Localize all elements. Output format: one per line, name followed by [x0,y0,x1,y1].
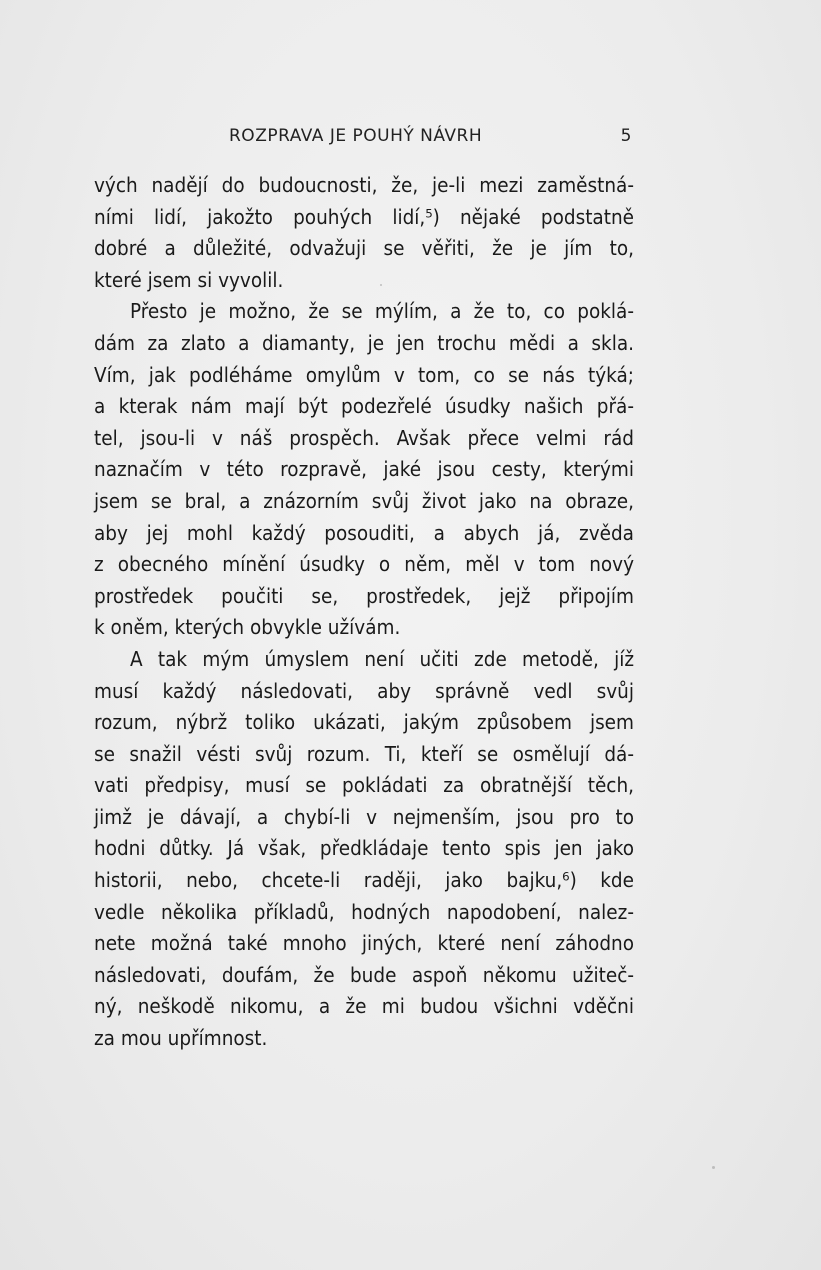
paragraph-2 [94,296,634,644]
text-line: Přesto je možno, že se mýlím, a že to, co poklá- [130,299,634,324]
running-title: ROZPRAVA JE POUHÝ NÁVRH [229,126,483,146]
text-line: za mou upřímnost. [94,1026,268,1051]
text-line: k oněm, kterých obvykle užívám. [94,615,401,640]
text-line: prostředek poučiti se, prostředek, jejž připojím [94,583,634,608]
text-line: A tak mým úmyslem není učiti zde metodě, jíž [130,646,634,671]
text-line: a kterak nám mají být podezřelé úsudky našich přá- [94,394,634,419]
text-line: naznačím v této rozpravě, jaké jsou cesty, kterými [94,457,634,482]
body-text [94,170,634,1055]
paragraph-1 [94,170,634,296]
text-line: vati předpisy, musí se pokládati za obratnější těch, [94,773,634,798]
paper-speck [380,284,382,286]
text-line: z obecného mínění úsudky o něm, měl v tom nový [94,552,634,577]
text-line: aby jej mohl každý posouditi, a abych já, zvěda [94,520,634,545]
text-line: vedle několika příkladů, hodných napodobení, nalez- [94,899,634,924]
text-line: jimž je dávají, a chybí-li v nejmenším, jsou pro to [94,804,634,829]
paper-speck [712,1166,715,1169]
text-line: Vím, jak podléháme omylům v tom, co se nás týká; [94,362,634,387]
text-line: jsem se bral, a znázorním svůj život jako na obraze, [94,488,634,513]
page-header [94,126,632,150]
text-line: se snažil vésti svůj rozum. Ti, kteří se osmělují dá- [94,741,634,766]
text-line: nete možná také mnoho jiných, které není záhodno [94,931,634,956]
text-line: následovati, doufám, že bude aspoň někomu užiteč- [94,962,634,987]
text-line: hodni důtky. Já však, předkládaje tento spis jen jako [94,836,634,861]
text-line: musí každý následovati, aby správně vedl svůj [94,678,634,703]
text-line: rozum, nýbrž toliko ukázati, jakým způsobem jsem [94,710,634,735]
text-line: dobré a důležité, odvažuji se věřiti, že je jím to, [94,236,634,261]
text-line: historii, nebo, chcete-li raději, jako bajku,⁶) kde [94,868,634,893]
text-line: ný, neškodě nikomu, a že mi budou všichni vděčni [94,994,634,1019]
text-line: vých nadějí do budoucnosti, že, je-li mezi zaměstná- [94,173,634,197]
text-line: tel, jsou-li v náš prospěch. Avšak přece velmi rád [94,425,634,450]
text-line: dám za zlato a diamanty, je jen trochu mědi a skla. [94,330,634,355]
page-number: 5 [620,126,632,146]
paragraph-3 [94,644,634,1055]
text-line: ními lidí, jakožto pouhých lidí,⁵) nějaké podstatně [94,204,634,229]
text-line: které jsem si vyvolil. [94,267,284,292]
